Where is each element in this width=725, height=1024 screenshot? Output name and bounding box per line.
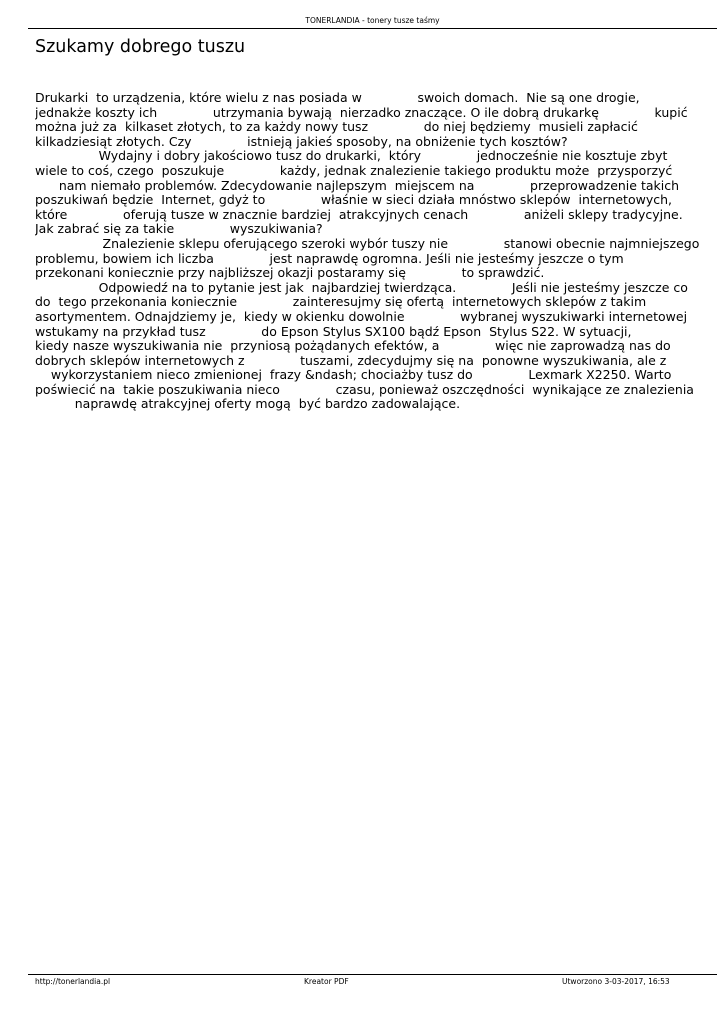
text-line: problemu, bowiem ich liczba jest naprawdę ogromna. Jeśli nie jesteśmy jeszcze o tym	[35, 251, 624, 266]
footer-created: Utworzono 3-03-2017, 16:53	[562, 977, 670, 986]
text-line: wstukamy na przykład tusz do Epson Stylus SX100 bądź Epson Stylus S22. W sytuacji,	[35, 324, 632, 339]
text-line: poświecić na takie poszukiwania nieco czasu, ponieważ oszczędności wynikające ze znalezienia	[35, 382, 694, 397]
text-line: poszukiwań będzie Internet, gdyż to właśnie w sieci działa mnóstwo sklepów internetowych,	[35, 193, 672, 208]
text-line: wiele to coś, czego poszukuje każdy, jednak znalezienie takiego produktu może przysporzyć	[35, 163, 673, 178]
header-divider	[28, 28, 717, 29]
text-line: Wydajny i dobry jakościowo tusz do drukarki, który jednocześnie nie kosztuje zbyt	[35, 149, 668, 164]
text-line: nam niemało problemów. Zdecydowanie najlepszym miejscem na przeprowadzenie takich	[35, 178, 680, 193]
footer-divider	[28, 974, 717, 975]
text-line: Jak zabrać się za takie wyszukiwania?	[35, 222, 323, 237]
page-title: Szukamy dobrego tuszu	[35, 37, 246, 57]
footer-generator: Kreator PDF	[304, 977, 349, 986]
page-header: TONERLANDIA - tonery tusze taśmy	[305, 16, 440, 25]
text-line: przekonani koniecznie przy najbliższej okazji postaramy się to sprawdzić.	[35, 266, 545, 281]
text-line: dobrych sklepów internetowych z tuszami, zdecydujmy się na ponowne wyszukiwania, ale z	[35, 353, 667, 368]
text-line: kiedy nasze wyszukiwania nie przyniosą pożądanych efektów, a więc nie zaprowadzą nas do	[35, 339, 671, 354]
text-line: wykorzystaniem nieco zmienionej frazy &ndash; chociażby tusz do Lexmark X2250. Warto	[35, 368, 672, 383]
text-line: można już za kilkaset złotych, to za każdy nowy tusz do niej będziemy musieli zapłacić	[35, 120, 638, 135]
text-line: do tego przekonania koniecznie zainteresujmy się ofertą internetowych sklepów z takim	[35, 295, 647, 310]
text-line: Odpowiedź na to pytanie jest jak najbardziej twierdząca. Jeśli nie jesteśmy jeszcze co	[35, 280, 688, 295]
text-line: kilkadziesiąt złotych. Czy istnieją jakieś sposoby, na obniżenie tych kosztów?	[35, 134, 568, 149]
article-body	[35, 91, 715, 412]
text-line: Drukarki to urządzenia, które wielu z nas posiada w swoich domach. Nie są one drogie,	[35, 91, 640, 105]
text-line: naprawdę atrakcyjnej oferty mogą być bardzo zadowalające.	[35, 397, 461, 412]
footer-url: http://tonerlandia.pl	[35, 977, 111, 986]
text-line: które oferują tusze w znacznie bardziej atrakcyjnych cenach aniżeli sklepy tradycyjne.	[35, 207, 683, 222]
text-line: Znalezienie sklepu oferującego szeroki wybór tuszy nie stanowi obecnie najmniejszego	[35, 236, 700, 251]
text-line: asortymentem. Odnajdziemy je, kiedy w okienku dowolnie wybranej wyszukiwarki internetowej	[35, 309, 688, 324]
text-line: jednakże koszty ich utrzymania bywają nierzadko znaczące. O ile dobrą drukarkę kupić	[35, 105, 688, 120]
